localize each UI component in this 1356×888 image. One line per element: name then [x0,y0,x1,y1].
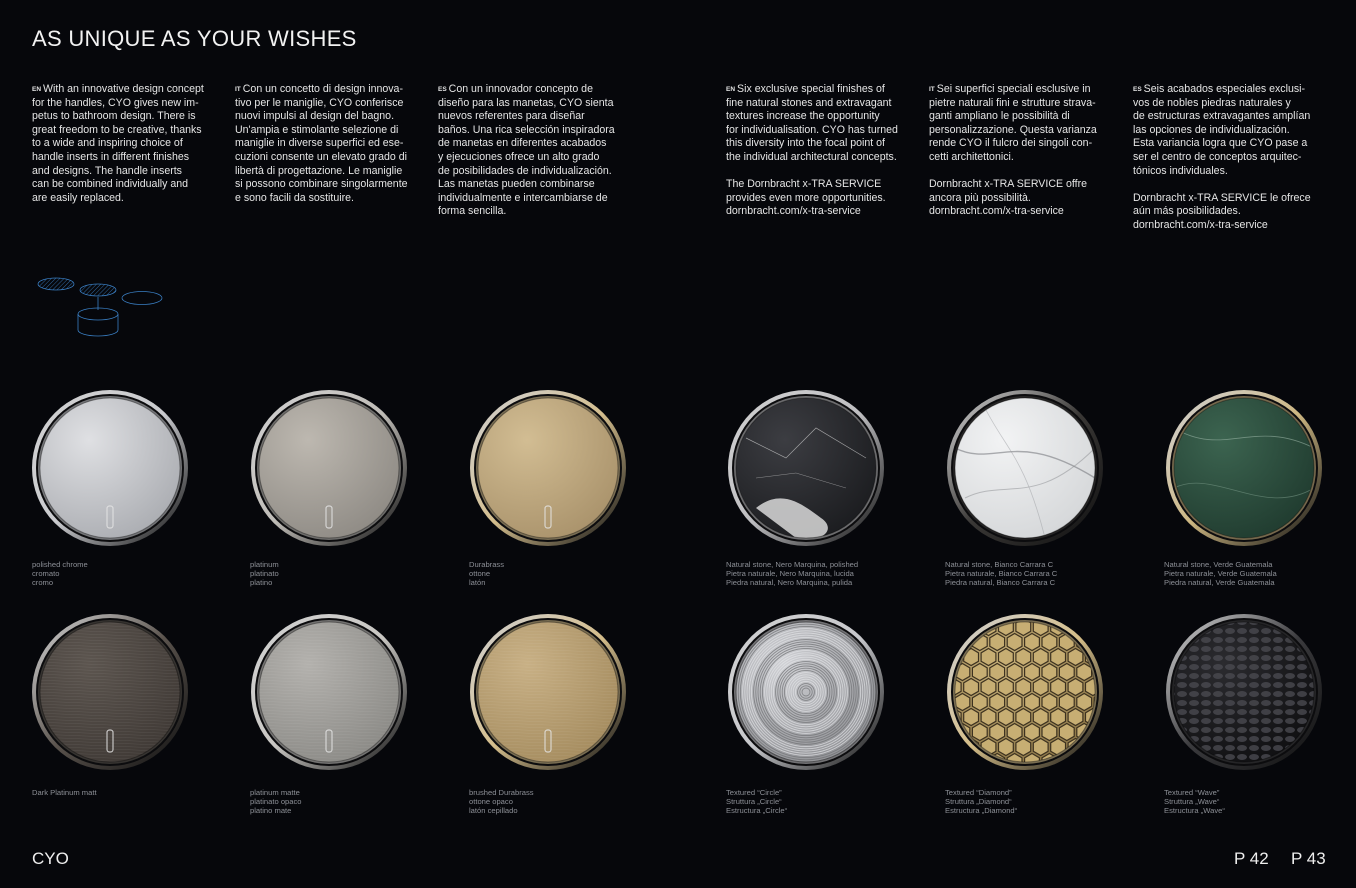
caption-textured-wave: Textured “Wave” Struttura „Wave“ Estructura „Wave“ [1164,788,1225,816]
handle-insert-polished-chrome [30,388,190,548]
handle-insert-bianco-carrara [945,388,1105,548]
handle-insert-platinum-matte [249,612,409,772]
page-title: AS UNIQUE AS YOUR WISHES [32,26,357,51]
caption-textured-circle: Textured “Circle” Struttura „Circle“ Estructura „Circle“ [726,788,788,816]
brand-name: CYO [32,849,69,868]
caption-textured-diamond: Textured “Diamond” Struttura „Diamond“ Estructura „Diamond“ [945,788,1018,816]
caption-bianco-carrara: Natural stone, Bianco Carrara C Pietra naturale, Bianco Carrara C Piedra natural, Bianco Carrara C [945,560,1058,588]
page-number-right: P 43 [1291,849,1326,868]
handle-insert-nero-marquina [726,388,886,548]
handle-insert-verde-guatemala [1164,388,1324,548]
handle-insert-dark-platinum-matt [30,612,190,772]
caption-dark-platinum-matt: Dark Platinum matt [32,788,97,797]
caption-polished-chrome: polished chrome cromato cromo [32,560,88,588]
caption-platinum: platinum platinato platino [250,560,279,588]
handle-insert-textured-circle [726,612,886,772]
intro-en-2: $^{EN}$ Six exclusive special finishes of fine natural stones and extravagant textures increase the opportunity for individualisation. CYO has turned this diversity into the focal point of the individual architectural concepts. The Dornbracht x-TRA SERVICE provides even more opportunities. dornbracht.com/x-tra-service [726,83,898,218]
intro-en-1: $^{EN}$ With an innovative design concept for the handles, CYO gives new im- petus to bathroom design. There is great freedom to be creative, thanks to a wide and inspiring choice of handle inserts in different finishes and designs. The handle inserts can be combined individually and are easily replaced. [32,83,204,204]
caption-platinum-matte: platinum matte platinato opaco platino mate [250,788,302,816]
caption-nero-marquina: Natural stone, Nero Marquina, polished Pietra naturale, Nero Marquina, lucida Piedra natural, Nero Marquina, pulida [726,560,859,588]
handle-insert-diagram-icon [34,270,174,342]
handle-insert-textured-wave [1164,612,1324,772]
page-number-left: P 42 [1234,849,1269,868]
handle-insert-textured-diamond [945,612,1105,772]
caption-verde-guatemala: Natural stone, Verde Guatemala Pietra naturale, Verde Guatemala Piedra natural, Verde Guatemala [1164,560,1277,588]
handle-insert-brushed-durabrass [468,612,628,772]
caption-durabrass: Durabrass ottone latón [469,560,505,588]
handle-insert-durabrass [468,388,628,548]
intro-it-2: $^{IT}$ Sei superfici speciali esclusive in pietre naturali fini e strutture strava- ganti ampliano le possibilità di personalizzazione. Questa varianza rende CYO il fulcro dei singoli con- cetti architettonici. Dornbracht x-TRA SERVICE offre ancora più possibilità. dornbracht.com/x-tra-service [929,83,1097,218]
handle-insert-platinum [249,388,409,548]
intro-es-2: $^{ES}$ Seis acabados especiales exclusi- vos de nobles piedras naturales y de estructuras extravagantes amplían las opciones de individualización. Esta variancia logra que CYO pase a ser el centro de conceptos arquitec- tónicos individuales. Dornbracht x-TRA SERVICE le ofrece aún más posibilidades. dornbracht.com/x-tra-service [1133,83,1311,231]
intro-it-1: $^{IT}$ Con un concetto di design innova- tivo per le maniglie, CYO conferisce nuovi impulsi al design del bagno. Un'ampia e stimolante selezione di maniglie in diverse superfici ed ese- cuzioni consente un elevato grado di libertà di progettazione. Le maniglie si possono combinare singolarmente e sono facili da sostituire. [235,83,408,204]
caption-brushed-durabrass: brushed Durabrass ottone opaco latón cepillado [469,788,534,816]
intro-es-1: $^{ES}$ Con un innovador concepto de diseño para las manetas, CYO sienta nuevos referentes para diseñar baños. Una rica selección inspiradora de manetas en diferentes acabados y ejecuciones ofrece un alto grado de posibilidades de individualización. Las manetas pueden combinarse individualmente e intercambiarse de forma sencilla. [438,83,615,218]
